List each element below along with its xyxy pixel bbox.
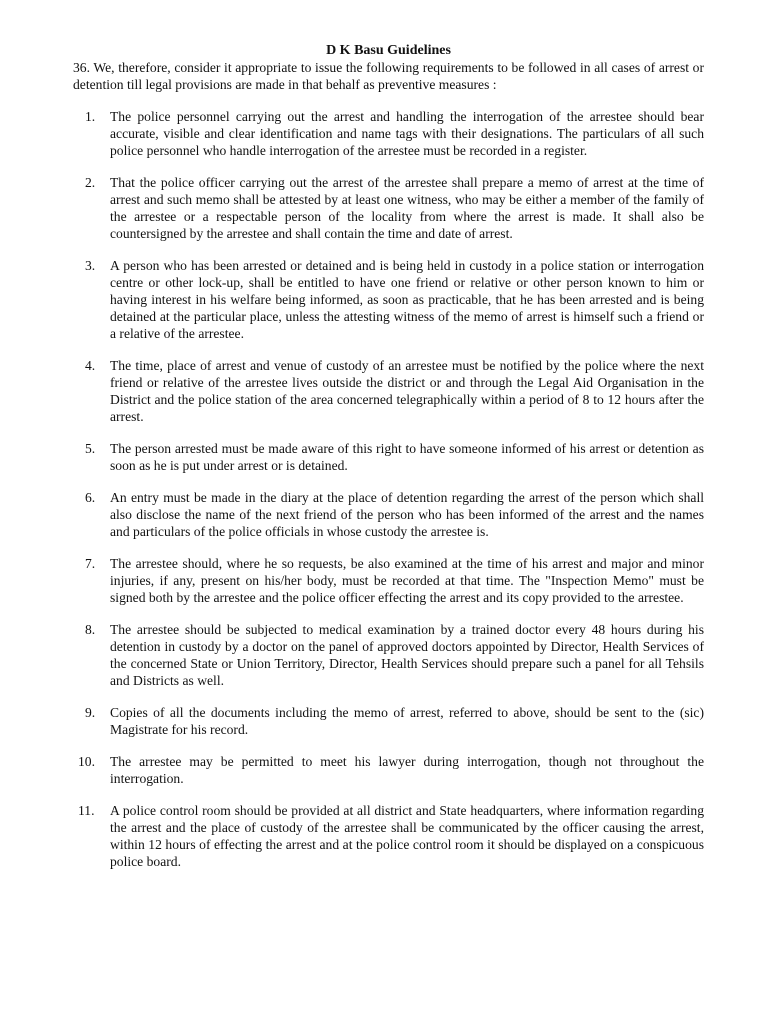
item-text: That the police officer carrying out the arrest of the arrestee shall prepare a memo of arrest at the time of arrest and such memo shall be attested by at least one witness, who may be either a member of the family of the arrestee or a respectable person of the locality from where the arrest is made. It shall also be countersigned by the arrestee and shall contain the time and date of arrest.: [110, 175, 704, 241]
item-number: 10.: [78, 754, 95, 769]
item-number: 7.: [85, 556, 96, 571]
item-text: The arrestee should be subjected to medical examination by a trained doctor every 48 hours during his detention in custody by a doctor on the panel of approved doctors appointed by Director, Health Services of the concerned State or Union Territory, Director, Health Services should prepare such a panel for all Tehsils and Districts as well.: [110, 622, 704, 688]
item-text: The arrestee should, where he so requests, be also examined at the time of his arrest and major and minor injuries, if any, present on his/her body, must be recorded at that time. The "Inspection Memo" must be signed both by the arrestee and the police officer effecting the arrest and its copy provided to the arrestee.: [110, 556, 704, 605]
document-title: D K Basu Guidelines: [326, 43, 451, 58]
item-text: The time, place of arrest and venue of custody of an arrestee must be notified by the police where the next friend or relative of the arrestee lives outside the district or and through the Legal Aid Organisation in the District and the police station of the area concerned telegraphically within a period of 8 to 12 hours after the arrest.: [110, 358, 704, 424]
item-text: An entry must be made in the diary at the place of detention regarding the arrest of the person which shall also disclose the name of the next friend of the person who has been informed of the arrest and the names and particulars of the police officials in whose custody the arrestee is.: [110, 490, 704, 539]
item-text: The person arrested must be made aware of this right to have someone informed of his arrest or detention as soon as he is put under arrest or is detained.: [110, 441, 704, 473]
list-item: [73, 489, 704, 540]
item-number: 1.: [85, 109, 96, 124]
document-page: [73, 42, 704, 885]
item-number: 5.: [85, 441, 96, 456]
item-text: A person who has been arrested or detained and is being held in custody in a police station or interrogation centre or other lock-up, shall be entitled to have one friend or relative or other person known to him or having interest in his welfare being informed, as soon as practicable, that he has been arrested and is being detained at the particular place, unless the attesting witness of the memo of arrest is himself such a friend or a relative of the arrestee.: [110, 258, 704, 341]
item-text: The police personnel carrying out the arrest and handling the interrogation of the arrestee should bear accurate, visible and clear identification and name tags with their designations. The particulars of all such police personnel who handle interrogation of the arrestee must be recorded in a register.: [110, 109, 704, 158]
list-item: [73, 174, 704, 242]
item-text: A police control room should be provided at all district and State headquarters, where information regarding the arrest and the place of custody of the arrestee shall be communicated by the officer causing the arrest, within 12 hours of effecting the arrest and at the police control room it should be displayed on a conspicuous police board.: [110, 803, 704, 869]
item-number: 3.: [85, 258, 96, 273]
item-text: The arrestee may be permitted to meet his lawyer during interrogation, though not throughout the interrogation.: [110, 754, 704, 786]
intro-paragraph: 36. We, therefore, consider it appropriate to issue the following requirements to be followed in all cases of arrest or detention till legal provisions are made in that behalf as preventive measures :: [73, 60, 704, 92]
item-number: 9.: [85, 705, 96, 720]
item-number: 4.: [85, 358, 96, 373]
item-text: Copies of all the documents including the memo of arrest, referred to above, should be sent to the (sic) Magistrate for his record.: [110, 705, 704, 737]
list-item: [73, 357, 704, 425]
list-item: [73, 621, 704, 689]
list-item: [73, 555, 704, 606]
item-number: 11.: [78, 803, 95, 818]
list-item: [73, 257, 704, 342]
item-number: 2.: [85, 175, 96, 190]
list-item: [73, 704, 704, 738]
item-number: 6.: [85, 490, 96, 505]
guidelines-list: [73, 108, 704, 870]
item-number: 8.: [85, 622, 96, 637]
list-item: [73, 440, 704, 474]
list-item: [73, 802, 704, 870]
list-item: [73, 753, 704, 787]
list-item: [73, 108, 704, 159]
